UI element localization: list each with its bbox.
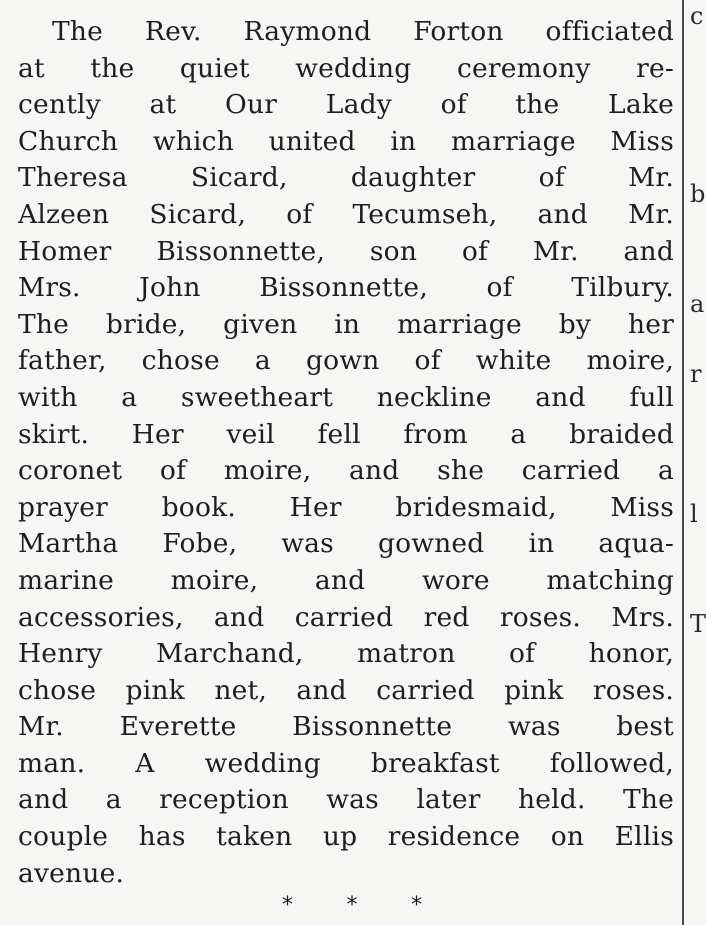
adjacent-column-fragment: c bbox=[690, 2, 704, 30]
article-line: Theresa Sicard, daughter of Mr. bbox=[18, 162, 674, 194]
article-line: father, chose a gown of white moire, bbox=[18, 345, 674, 377]
article-line: Martha Fobe, was gowned in aqua- bbox=[18, 528, 674, 560]
adjacent-column-fragment: b bbox=[690, 180, 706, 208]
article-line: at the quiet wedding ceremony re- bbox=[18, 52, 674, 84]
article-line: chose pink net, and carried pink roses. bbox=[18, 674, 674, 706]
article-line: coronet of moire, and she carried a bbox=[18, 455, 674, 487]
article-line: marine moire, and wore matching bbox=[18, 564, 674, 596]
article-line: Mr. Everette Bissonnette was best bbox=[18, 711, 674, 743]
article-line: Church which united in marriage Miss bbox=[18, 125, 674, 157]
separator-star: * bbox=[282, 893, 293, 918]
article-line: cently at Our Lady of the Lake bbox=[18, 89, 674, 121]
article-line: accessories, and carried red roses. Mrs. bbox=[18, 601, 674, 633]
article-column bbox=[18, 14, 674, 892]
separator-star: * bbox=[346, 893, 358, 918]
article-line: Homer Bissonnette, son of Mr. and bbox=[18, 235, 674, 267]
article-line: with a sweetheart neckline and full bbox=[18, 381, 674, 413]
article-line: couple has taken up residence on Ellis bbox=[18, 821, 674, 853]
article-line: The bride, given in marriage by her bbox=[18, 308, 674, 340]
column-rule bbox=[682, 0, 684, 925]
article-line: avenue. bbox=[18, 857, 125, 889]
section-separator bbox=[282, 893, 422, 918]
article-line: prayer book. Her bridesmaid, Miss bbox=[18, 491, 674, 523]
adjacent-column-fragment: l bbox=[690, 500, 698, 528]
article-line: man. A wedding breakfast followed, bbox=[18, 747, 674, 779]
article-line: skirt. Her veil fell from a braided bbox=[18, 418, 674, 450]
separator-star: * bbox=[411, 893, 422, 918]
article-line: Mrs. John Bissonnette, of Tilbury. bbox=[18, 272, 674, 304]
article-line: The Rev. Raymond Forton officiated bbox=[52, 16, 674, 47]
article-line: Alzeen Sicard, of Tecumseh, and Mr. bbox=[18, 198, 674, 230]
article-line: and a reception was later held. The bbox=[18, 784, 674, 816]
article-line: Henry Marchand, matron of honor, bbox=[18, 638, 674, 670]
adjacent-column-fragment: a bbox=[690, 290, 705, 318]
adjacent-column-fragment: T bbox=[690, 610, 706, 638]
adjacent-column-fragment: r bbox=[690, 360, 702, 388]
